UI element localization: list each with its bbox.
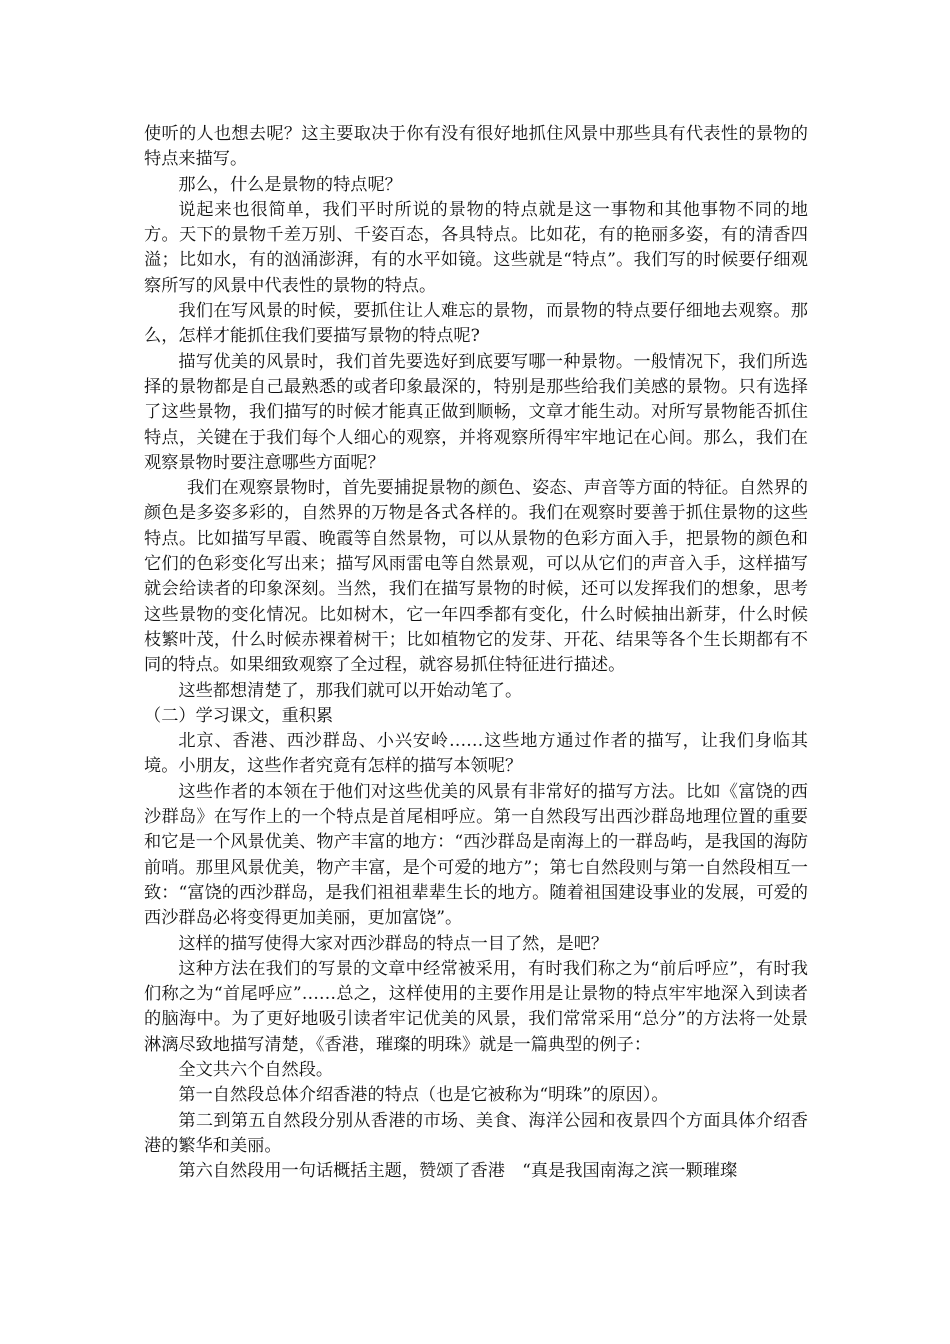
paragraph: 这样的描写使得大家对西沙群岛的特点一目了然，是吧？ — [178, 933, 609, 954]
paragraph: 说起来也很简单，我们平时所说的景物的特点就是这一事物和其他事物不同的地方。天下的景物千差万别、千姿百态，各具特点。比如花，有的艳丽多姿，有的清香四溢；比如水，有的汹涌澎湃，有的水平如镜。这些就是“特点”。我们写的时候要仔细观察所写的风景中代表性的景物的特点。 — [144, 199, 808, 296]
paragraph: 全文共六个自然段。 — [178, 1059, 334, 1080]
paragraph: 这种方法在我们的写景的文章中经常被采用，有时我们称之为“前后呼应”，有时我们称之为“首尾呼应”……总之，这样使用的主要作用是让景物的特点牢牢地深入到读者的脑海中。为了更好地吸引读者牢记优美的风景，我们常常采用“总分”的方法将一处景淋漓尽致地描写清楚，《香港，璀璨的明珠》就是一篇典型的例子： — [144, 958, 808, 1055]
paragraph: 这些都想清楚了，那我们就可以开始动笔了。 — [178, 680, 523, 701]
paragraph: 那么，什么是景物的特点呢？ — [178, 174, 402, 195]
paragraph: 我们在写风景的时候，要抓住让人难忘的景物，而景物的特点要仔细地去观察。那么，怎样才能抓住我们要描写景物的特点呢? — [144, 301, 808, 347]
paragraph: 使听的人也想去呢？这主要取决于你有没有很好地抓住风景中那些具有代表性的景物的特点来描写。 — [144, 124, 808, 170]
paragraph: 描写优美的风景时，我们首先要选好到底要写哪一种景物。一般情况下，我们所选择的景物都是自己最熟悉的或者印象最深的，特别是那些给我们美感的景物。只有选择了这些景物，我们描写的时候才能真正做到顺畅，文章才能生动。对所写景物能否抓住特点，关键在于我们每个人细心的观察，并将观察所得牢牢地记在心间。那么，我们在观察景物时要注意哪些方面呢？ — [144, 351, 808, 473]
paragraph: 北京、香港、西沙群岛、小兴安岭……这些地方通过作者的描写，让我们身临其境。小朋友，这些作者究竟有怎样的描写本领呢？ — [144, 731, 808, 777]
paragraph: 第六自然段用一句话概括主题，赞颂了香港 “真是我国南海之滨一颗璀璨 — [178, 1161, 738, 1182]
paragraph: 第一自然段总体介绍香港的特点（也是它被称为“明珠”的原因）。 — [178, 1085, 669, 1106]
paragraph: 第二到第五自然段分别从香港的市场、美食、海洋公园和夜景四个方面具体介绍香港的繁华和美丽。 — [144, 1110, 808, 1156]
paragraph: 这些作者的本领在于他们对这些优美的风景有非常好的描写方法。比如《富饶的西沙群岛》在写作上的一个特点是首尾相呼应。第一自然段写出西沙群岛地理位置的重要和它是一个风景优美、物产丰富的地方：“西沙群岛是南海上的一群岛屿，是我国的海防前哨。那里风景优美，物产丰富，是个可爱的地方”；第七自然段则与第一自然段相互一致：“富饶的西沙群岛，是我们祖祖辈辈生长的地方。随着祖国建设事业的发展，可爱的西沙群岛必将变得更加美丽，更加富饶”。 — [144, 781, 808, 929]
section-heading: （二）学习课文，重积累 — [144, 705, 334, 726]
document-body — [144, 122, 808, 1184]
paragraph: 我们在观察景物时，首先要捕捉景物的颜色、姿态、声音等方面的特征。自然界的颜色是多姿多彩的，自然界的万物是各式各样的。我们在观察时要善于抓住景物的这些特点。比如描写早霞、晚霞等自然景物，可以从景物的色彩方面入手，把景物的颜色和它们的色彩变化写出来；描写风雨雷电等自然景观，可以从它们的声音入手，这样描写就会给读者的印象深刻。当然，我们在描写景物的时候，还可以发挥我们的想象，思考这些景物的变化情况。比如树木，它一年四季都有变化，什么时候抽出新芽，什么时候枝繁叶茂，什么时候赤裸着树干；比如植物它的发芽、开花、结果等各个生长期都有不同的特点。如果细致观察了全过程，就容易抓住特征进行描述。 — [144, 478, 808, 676]
